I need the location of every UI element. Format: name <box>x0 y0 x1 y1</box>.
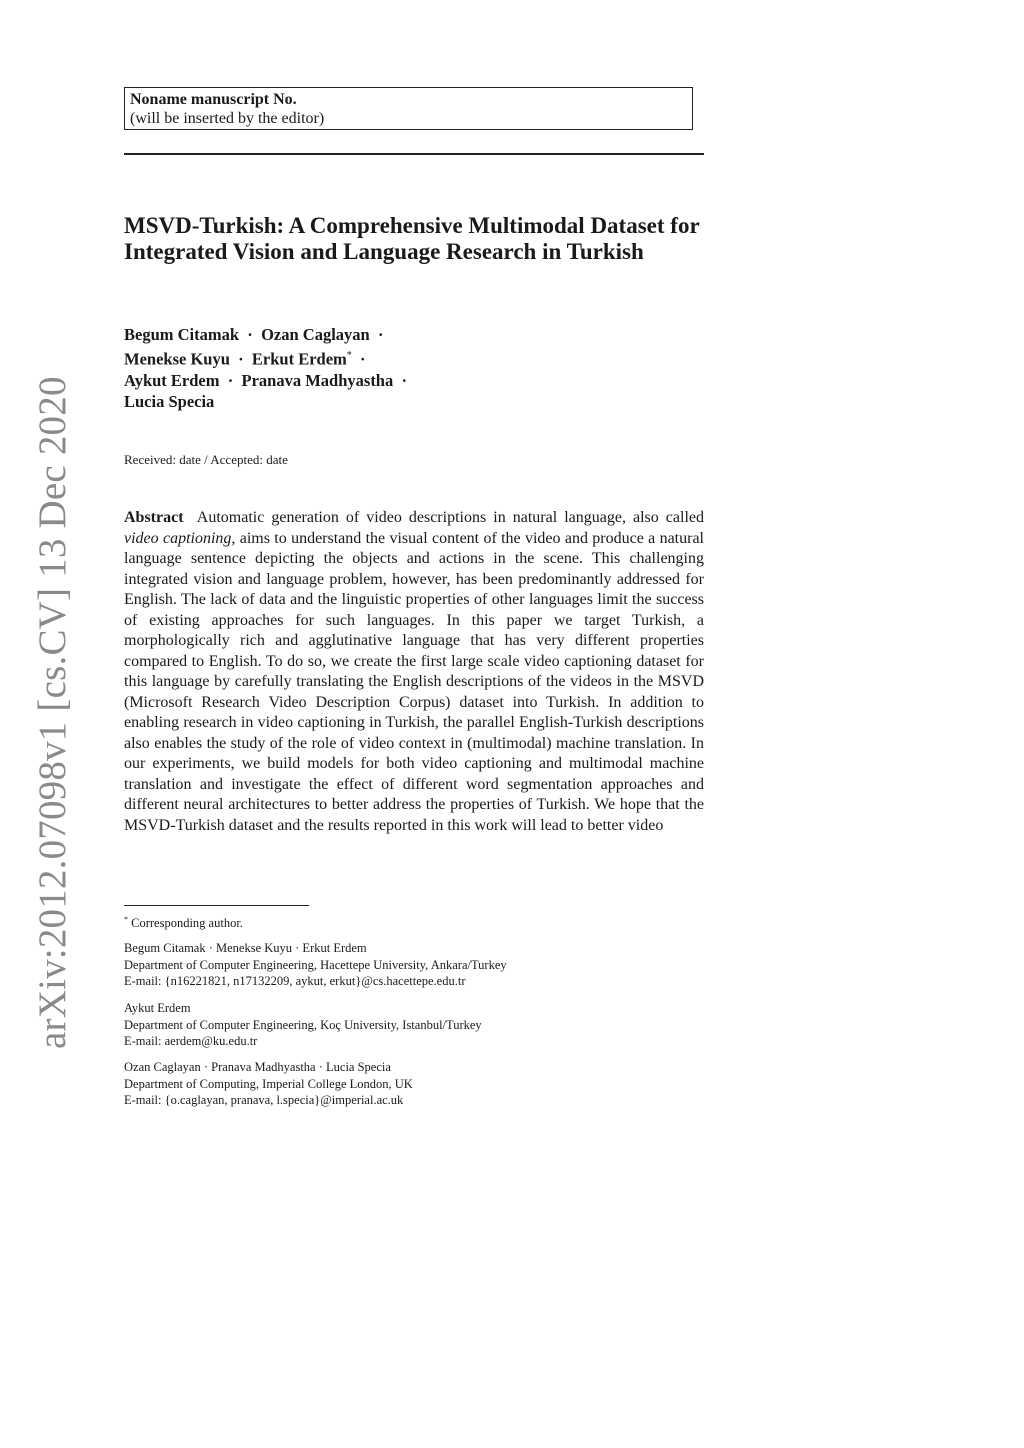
manuscript-box <box>124 87 693 130</box>
author-separator: · <box>401 370 408 390</box>
affiliation-names: Begum Citamak · Menekse Kuyu · Erkut Erdem <box>124 941 367 955</box>
footnote-rule <box>124 905 309 906</box>
affiliation-block <box>124 940 724 990</box>
author-separator: · <box>360 349 366 369</box>
affiliation-department: Department of Computing, Imperial College London, UK <box>124 1076 413 1091</box>
affiliation-email[interactable]: E-mail: aerdem@ku.edu.tr <box>124 1034 258 1048</box>
author-name: Pranava Madhyastha <box>241 370 394 390</box>
affiliation-block <box>124 1000 724 1050</box>
author-name: Menekse Kuyu <box>124 349 230 369</box>
affiliation-block <box>124 1059 724 1109</box>
footnote-mark: * <box>124 915 128 924</box>
author-separator: · <box>227 370 234 390</box>
author-list <box>124 324 704 412</box>
paper-title: MSVD-Turkish: A Comprehensive Multimodal Dataset for Integrated Vision and Language Research in Turkish <box>124 213 700 264</box>
abstract-emphasis: video captioning <box>124 529 232 547</box>
author-line <box>124 345 704 370</box>
arxiv-stamp[interactable]: arXiv:2012.07098v1 [cs.CV] 13 Dec 2020 <box>31 376 74 1049</box>
author-name: Begum Citamak <box>124 325 240 344</box>
abstract <box>124 508 704 836</box>
author-separator: · <box>247 325 253 344</box>
abstract-text: Automatic generation of video descriptions in natural language, also called <box>196 509 705 526</box>
affiliation-email[interactable]: E-mail: {o.caglayan, pranava, l.specia}@imperial.ac.uk <box>124 1093 404 1107</box>
abstract-heading: Abstract <box>124 509 184 526</box>
received-date: Received: date / Accepted: date <box>124 452 288 467</box>
author-separator: · <box>377 325 384 344</box>
affiliation-names: Aykut Erdem <box>124 1001 191 1015</box>
author-line <box>124 324 704 345</box>
footnote-text: Corresponding author. <box>131 916 243 931</box>
footnote <box>124 912 243 931</box>
header-rule <box>124 153 704 155</box>
author-name: Ozan Caglayan <box>261 325 370 344</box>
author-separator: · <box>238 349 244 369</box>
affiliation-department: Department of Computer Engineering, Hacettepe University, Ankara/Turkey <box>124 957 507 972</box>
affiliation-email[interactable]: E-mail: {n16221821, n17132209, aykut, erkut}@cs.hacettepe.edu.tr <box>124 974 466 988</box>
author-line <box>124 391 704 412</box>
affiliation-names: Ozan Caglayan · Pranava Madhyastha · Lucia Specia <box>124 1060 391 1074</box>
corresponding-mark: * <box>346 350 352 361</box>
affiliation-department: Department of Computer Engineering, Koç University, Istanbul/Turkey <box>124 1017 482 1032</box>
manuscript-number: Noname manuscript No. <box>130 91 297 108</box>
author-name: Erkut Erdem <box>251 349 347 369</box>
editor-note: (will be inserted by the editor) <box>130 110 325 127</box>
author-name: Lucia Specia <box>124 391 215 411</box>
author-line <box>124 370 704 391</box>
author-name: Aykut Erdem <box>124 370 220 390</box>
abstract-text: , aims to understand the visual content of the video and produce a natural language sentence depicting the objects and actions in the scene. This challenging integrated vision and language problem, however, has been predominantly addressed for English. The lack of data and the linguistic properties of other languages limit the success of existing approaches for such languages. In this paper we target Turkish, a morphologically rich and agglutinative language that has very different properties compared to English. To do so, we create the first large scale video captioning dataset for this language by carefully translating the English descriptions of the videos in the MSVD (Microsoft Research Video Description Corpus) dataset into Turkish. In addition to enabling research in video captioning in Turkish, the parallel English-Turkish descriptions also enables the study of the role of video context in (multimodal) machine translation. In our experiments, we build models for both video captioning and multimodal machine translation and investigate the effect of different word segmentation approaches and different neural architectures to better address the properties of Turkish. We hope that the MSVD-Turkish dataset and the results reported in this work will lead to better video <box>124 529 704 834</box>
